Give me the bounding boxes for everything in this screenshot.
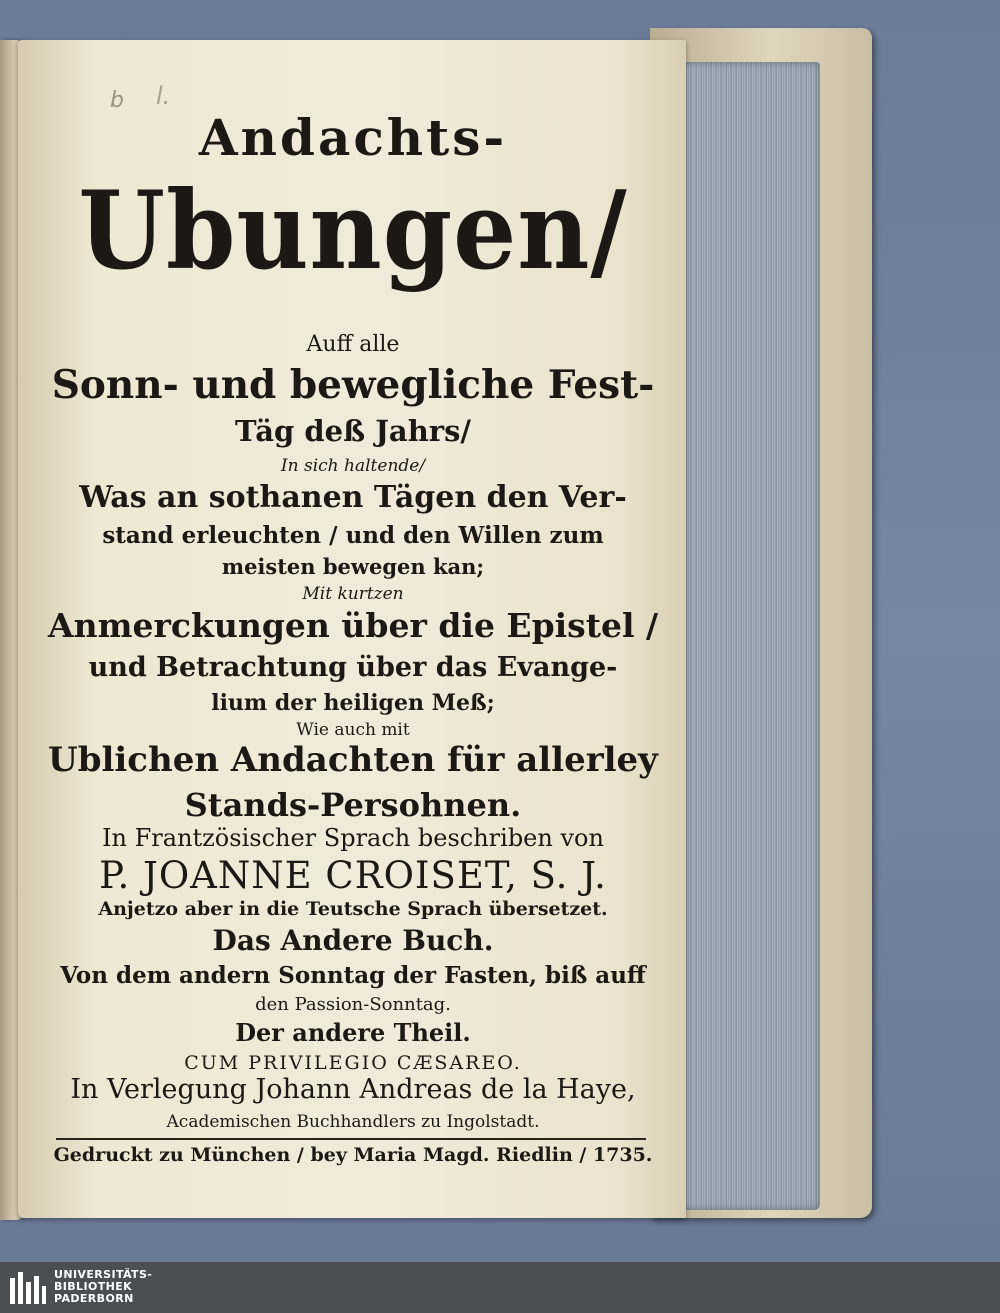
library-logo-icon — [8, 1268, 48, 1308]
author-line: P. JOANNE CROISET, S. J. — [99, 854, 607, 897]
title-line-22: den Passion-Sonntag. — [255, 994, 451, 1015]
publisher-line-2: Academischen Buchhandlers zu Ingolstadt. — [166, 1112, 540, 1132]
imprint-rule — [56, 1138, 646, 1140]
page-stack-fore-edge — [678, 62, 820, 1210]
title-line-12: und Betrachtung über das Evange- — [88, 652, 618, 683]
title-line-13: lium der heiligen Meß; — [211, 690, 495, 716]
title-line-6: In sich haltende/ — [280, 456, 426, 476]
library-name — [54, 1269, 152, 1305]
title-line-8: stand erleuchten / und den Willen zum — [102, 522, 604, 549]
title-line-4: Sonn- und bewegliche Fest- — [51, 362, 655, 408]
title-line-14: Wie auch mit — [296, 720, 410, 740]
handwritten-shelfmark: b — [110, 88, 126, 113]
title-page — [18, 40, 686, 1218]
title-line-10: Mit kurtzen — [302, 584, 404, 604]
title-line-9: meisten bewegen kan; — [221, 554, 485, 579]
library-name-line-2: BIBLIOTHEK — [54, 1280, 133, 1293]
title-line-19: Anjetzo aber in die Teutsche Sprach übersetzet. — [98, 898, 608, 920]
publisher-line: In Verlegung Johann Andreas de la Haye, — [70, 1074, 636, 1105]
title-line-11: Anmerckungen über die Epistel / — [48, 606, 659, 645]
title-main-heading: Ubungen/ — [78, 168, 628, 294]
title-line-17: In Frantzösischer Sprach beschriben von — [102, 824, 604, 852]
title-line-15: Ublichen Andachten für allerley — [48, 740, 658, 780]
library-banner — [0, 1262, 1000, 1313]
title-line-23: Der andere Theil. — [235, 1018, 471, 1047]
title-line-16: Stands-Persohnen. — [184, 786, 522, 824]
title-line-7: Was an sothanen Tägen den Ver- — [79, 480, 627, 515]
library-name-line-3: PADERBORN — [54, 1292, 134, 1305]
library-name-line-1: UNIVERSITÄTS- — [54, 1268, 153, 1281]
imprint-line: Gedruckt zu München / bey Maria Magd. Riedlin / 1735. — [53, 1144, 653, 1166]
handwritten-shelfmark-2: l. — [156, 82, 171, 110]
title-line-21: Von dem andern Sonntag der Fasten, biß auff — [60, 962, 646, 989]
title-line-1: Andachts- — [198, 108, 508, 167]
title-line-5: Täg deß Jahrs/ — [234, 414, 472, 448]
title-line-20: Das Andere Buch. — [212, 924, 494, 957]
title-line-3: Auff alle — [306, 332, 400, 357]
privilege-line: CUM PRIVILEGIO CÆSAREO. — [184, 1052, 522, 1074]
